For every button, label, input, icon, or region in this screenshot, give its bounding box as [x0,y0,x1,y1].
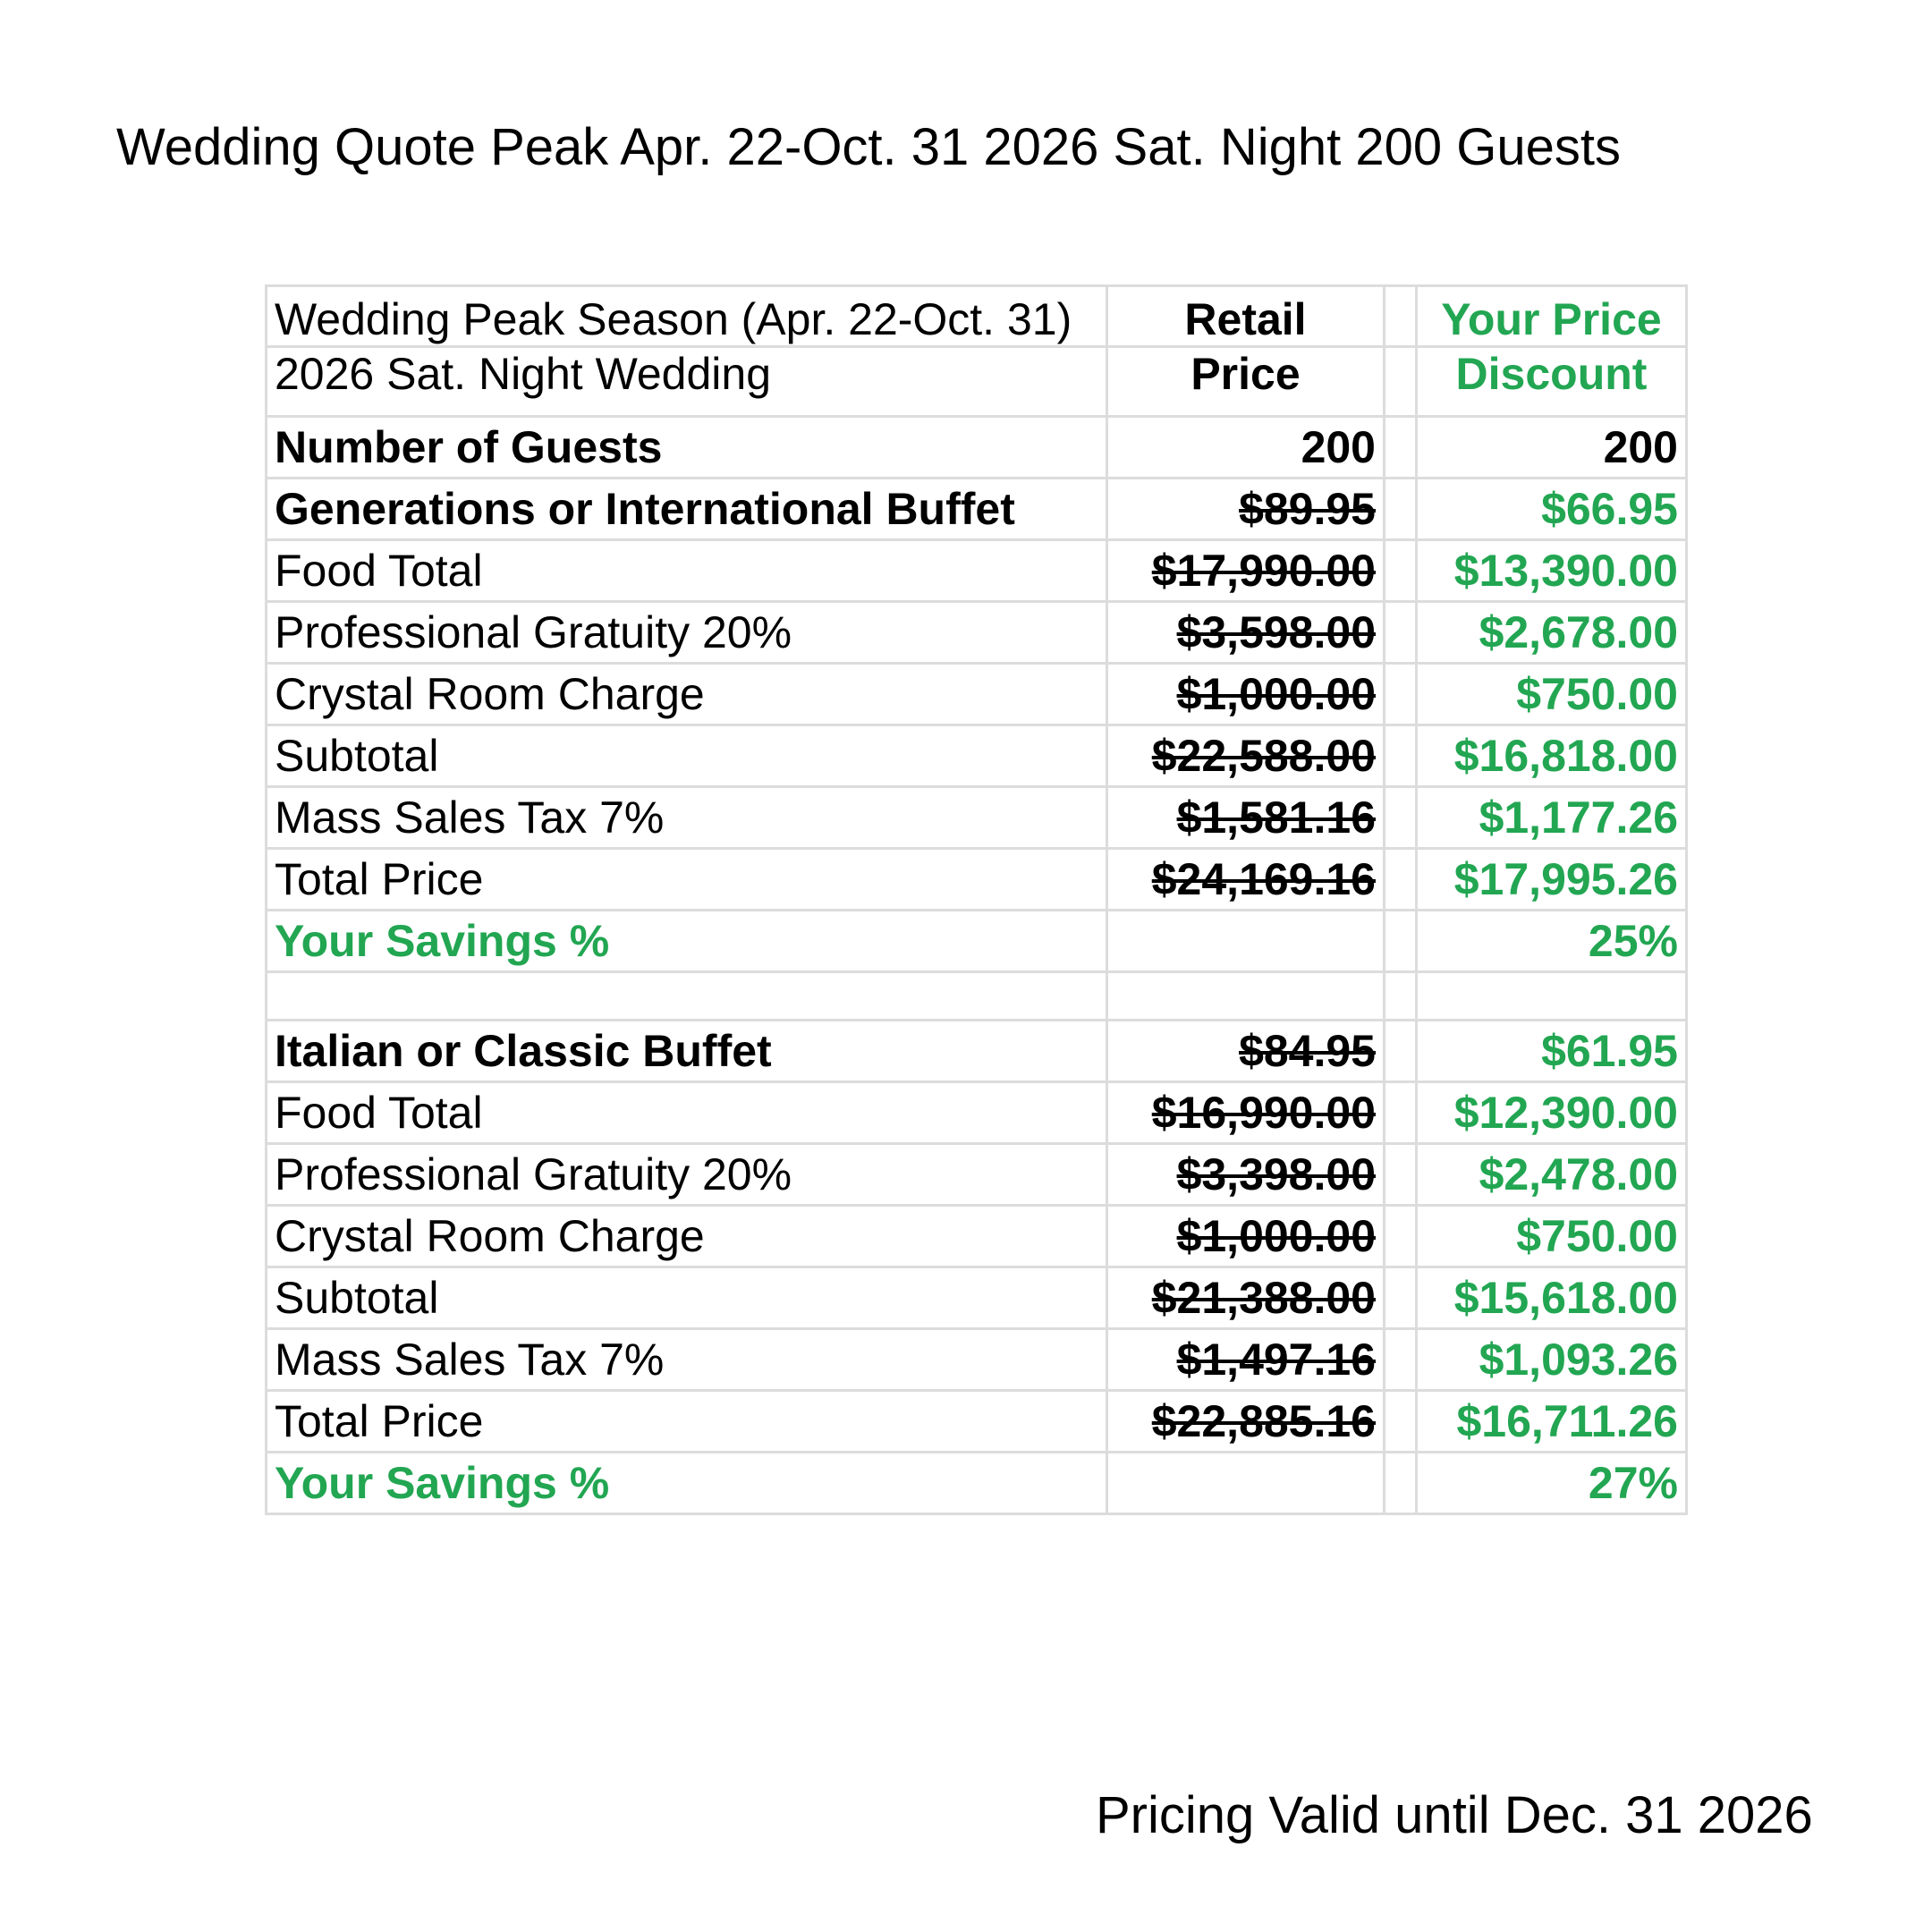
table-row [267,1329,1687,1391]
guests-row [267,417,1687,479]
row-label: Crystal Room Charge [267,1206,1107,1267]
gap-cell [1385,347,1417,417]
retail-price: $22,885.16 [1107,1391,1385,1453]
retail-price: $1,000.00 [1107,664,1385,725]
guests-retail: 200 [1107,417,1385,479]
row-label: Mass Sales Tax 7% [267,787,1107,849]
table-row [267,540,1687,602]
header-yours-line1: Your Price [1417,286,1687,347]
header-retail-line2: Price [1107,347,1385,417]
discount-price: $1,177.26 [1417,787,1687,849]
table-row [267,849,1687,911]
row-label: Subtotal [267,725,1107,787]
retail-price: $89.95 [1107,479,1385,540]
savings-label: Your Savings % [267,911,1107,972]
discount-price: $13,390.00 [1417,540,1687,602]
discount-price: $16,711.26 [1417,1391,1687,1453]
discount-price: $750.00 [1417,664,1687,725]
table-row [267,1267,1687,1329]
header-label-line1: Wedding Peak Season (Apr. 22-Oct. 31) [267,286,1107,347]
retail-price: $22,588.00 [1107,725,1385,787]
gap-cell [1385,479,1417,540]
row-label: Subtotal [267,1267,1107,1329]
header-row-1 [267,286,1687,347]
table-row [267,725,1687,787]
row-label: Total Price [267,849,1107,911]
retail-price: $16,990.00 [1107,1082,1385,1144]
discount-price: $16,818.00 [1417,725,1687,787]
retail-price: $1,497.16 [1107,1329,1385,1391]
gap-cell [1385,602,1417,664]
header-row-2 [267,347,1687,417]
gap-cell [1385,1453,1417,1514]
savings-value: 25% [1417,911,1687,972]
guests-yours: 200 [1417,417,1687,479]
header-label-line2: 2026 Sat. Night Wedding [267,347,1107,417]
row-label: Professional Gratuity 20% [267,602,1107,664]
empty-cell [1107,911,1385,972]
gap-cell [1385,972,1417,1021]
retail-price: $1,581.16 [1107,787,1385,849]
gap-cell [1385,1267,1417,1329]
discount-price: $750.00 [1417,1206,1687,1267]
guests-label: Number of Guests [267,417,1107,479]
table-row [267,787,1687,849]
table-row [267,1082,1687,1144]
gap-cell [1385,725,1417,787]
retail-price: $21,388.00 [1107,1267,1385,1329]
pricing-valid-note: Pricing Valid until Dec. 31 2026 [1096,1786,1813,1844]
table-row [267,1391,1687,1453]
discount-price: $61.95 [1417,1021,1687,1082]
retail-price: $3,598.00 [1107,602,1385,664]
table-row [267,1206,1687,1267]
retail-price: $84.95 [1107,1021,1385,1082]
discount-price: $15,618.00 [1417,1267,1687,1329]
discount-price: $2,478.00 [1417,1144,1687,1206]
row-label: Mass Sales Tax 7% [267,1329,1107,1391]
gap-cell [1385,1082,1417,1144]
gap-cell [1385,849,1417,911]
row-label: Crystal Room Charge [267,664,1107,725]
retail-price: $3,398.00 [1107,1144,1385,1206]
empty-cell [267,972,1107,1021]
gap-cell [1385,664,1417,725]
row-label: Food Total [267,1082,1107,1144]
gap-cell [1385,1391,1417,1453]
gap-cell [1385,1021,1417,1082]
buffet-row [267,1021,1687,1082]
spacer-row [267,972,1687,1021]
gap-cell [1385,540,1417,602]
empty-cell [1107,972,1385,1021]
gap-cell [1385,286,1417,347]
discount-price: $17,995.26 [1417,849,1687,911]
savings-value: 27% [1417,1453,1687,1514]
discount-price: $1,093.26 [1417,1329,1687,1391]
row-label: Total Price [267,1391,1107,1453]
buffet-row [267,479,1687,540]
gap-cell [1385,1329,1417,1391]
savings-row [267,911,1687,972]
discount-price: $2,678.00 [1417,602,1687,664]
header-yours-line2: Discount [1417,347,1687,417]
table-row [267,602,1687,664]
gap-cell [1385,1206,1417,1267]
retail-price: $1,000.00 [1107,1206,1385,1267]
gap-cell [1385,417,1417,479]
empty-cell [1417,972,1687,1021]
row-label: Professional Gratuity 20% [267,1144,1107,1206]
empty-cell [1107,1453,1385,1514]
retail-price: $17,990.00 [1107,540,1385,602]
gap-cell [1385,911,1417,972]
discount-price: $66.95 [1417,479,1687,540]
page-title: Wedding Quote Peak Apr. 22-Oct. 31 2026 Sat. Night 200 Guests [116,118,1621,176]
table-row [267,1144,1687,1206]
row-label: Food Total [267,540,1107,602]
gap-cell [1385,787,1417,849]
discount-price: $12,390.00 [1417,1082,1687,1144]
buffet-label: Generations or International Buffet [267,479,1107,540]
gap-cell [1385,1144,1417,1206]
buffet-label: Italian or Classic Buffet [267,1021,1107,1082]
savings-row [267,1453,1687,1514]
retail-price: $24,169.16 [1107,849,1385,911]
table-row [267,664,1687,725]
quote-table [265,284,1688,1515]
savings-label: Your Savings % [267,1453,1107,1514]
header-retail-line1: Retail [1107,286,1385,347]
